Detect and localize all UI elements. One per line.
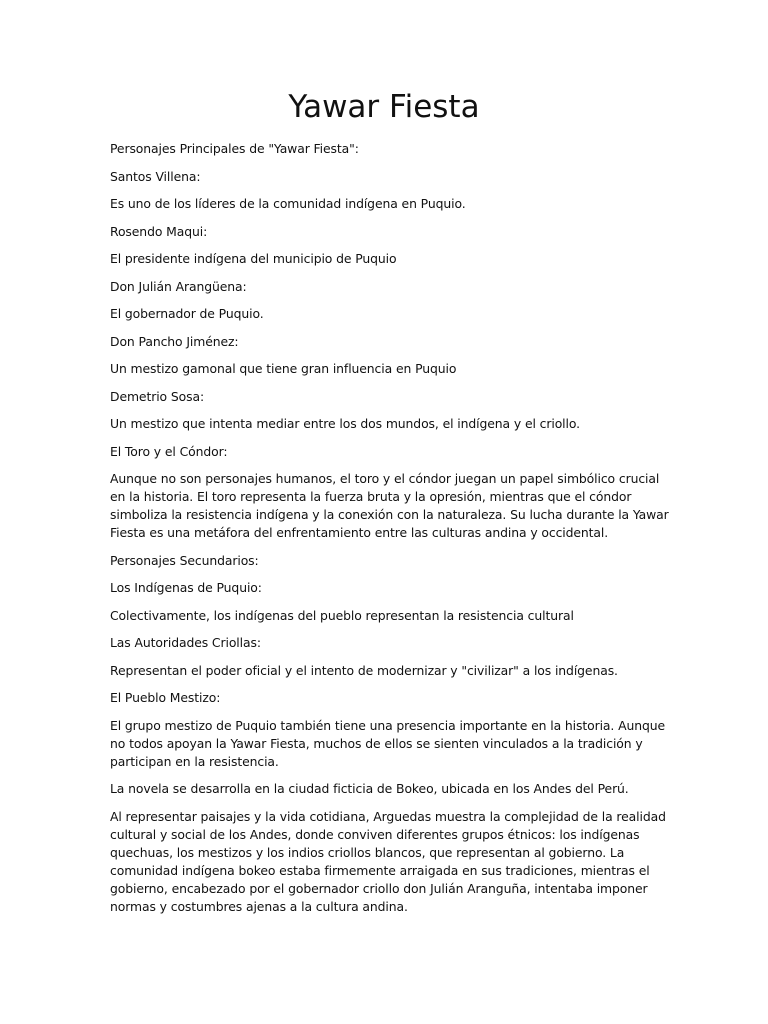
- character-description-toro-condor: Aunque no son personajes humanos, el toro y el cóndor juegan un papel simbólico crucial en la historia. El toro representa la fuerza bruta y la opresión, mientras que el cóndor simboliza la resistencia indígena y la conexión con la naturaleza. Su lucha durante la Yawar Fiesta es una metáfora del enfrentamiento entre las culturas andina y occidental.: [110, 471, 669, 540]
- group-name-indigenas: Los Indígenas de Puquio:: [110, 580, 262, 595]
- heading-secondary-characters: Personajes Secundarios:: [110, 552, 259, 568]
- context-paragraph: Al representar paisajes y la vida cotidiana, Arguedas muestra la complejidad de la realidad cultural y social de los Andes, donde conviven diferentes grupos étnicos: los indígenas quechuas, los mestizos y los indios criollos blancos, que representan al gobierno. La comunidad indígena bokeo estaba firmemente arraigada en sus tradiciones, mientras el gobierno, encabezado por el gobernador criollo don Julián Aranguña, intentaba imponer normas y costumbres ajenas a la cultura andina.: [110, 808, 666, 914]
- setting-paragraph: La novela se desarrolla en la ciudad ficticia de Bokeo, ubicada en los Andes del Perú.: [110, 781, 629, 796]
- heading-main-characters: Personajes Principales de "Yawar Fiesta":: [110, 141, 359, 156]
- character-description-pancho-jimenez: Un mestizo gamonal que tiene gran influencia en Puquio: [110, 361, 457, 376]
- document-title: Yawar Fiesta: [288, 89, 480, 125]
- character-description-demetrio-sosa: Un mestizo que intenta mediar entre los dos mundos, el indígena y el criollo.: [110, 416, 580, 431]
- character-name-toro-condor: El Toro y el Cóndor:: [110, 443, 228, 459]
- character-description-santos-villena: Es uno de los líderes de la comunidad indígena en Puquio.: [110, 196, 466, 211]
- character-name-demetrio-sosa: Demetrio Sosa:: [110, 388, 205, 404]
- character-name-santos-villena: Santos Villena:: [110, 168, 201, 184]
- group-description-indigenas: Colectivamente, los indígenas del pueblo representan la resistencia cultural: [110, 607, 574, 623]
- character-name-rosendo-maqui: Rosendo Maqui:: [110, 223, 208, 239]
- group-description-autoridades: Representan el poder oficial y el intento de modernizar y "civilizar" a los indígenas.: [110, 662, 618, 678]
- group-name-pueblo-mestizo: El Pueblo Mestizo:: [110, 690, 221, 705]
- character-description-rosendo-maqui: El presidente indígena del municipio de Puquio: [110, 251, 397, 266]
- character-name-pancho-jimenez: Don Pancho Jiménez:: [110, 333, 239, 349]
- character-description-julian-aranguena: El gobernador de Puquio.: [110, 306, 264, 321]
- character-name-julian-aranguena: Don Julián Arangüena:: [110, 278, 247, 294]
- group-name-autoridades: Las Autoridades Criollas:: [110, 635, 261, 650]
- group-description-pueblo-mestizo: El grupo mestizo de Puquio también tiene una presencia importante en la historia. Aunque no todos apoyan la Yawar Fiesta, muchos de ellos se sienten vinculados a la tradición y participan en la resistencia.: [110, 717, 666, 769]
- document-body: [110, 140, 670, 925]
